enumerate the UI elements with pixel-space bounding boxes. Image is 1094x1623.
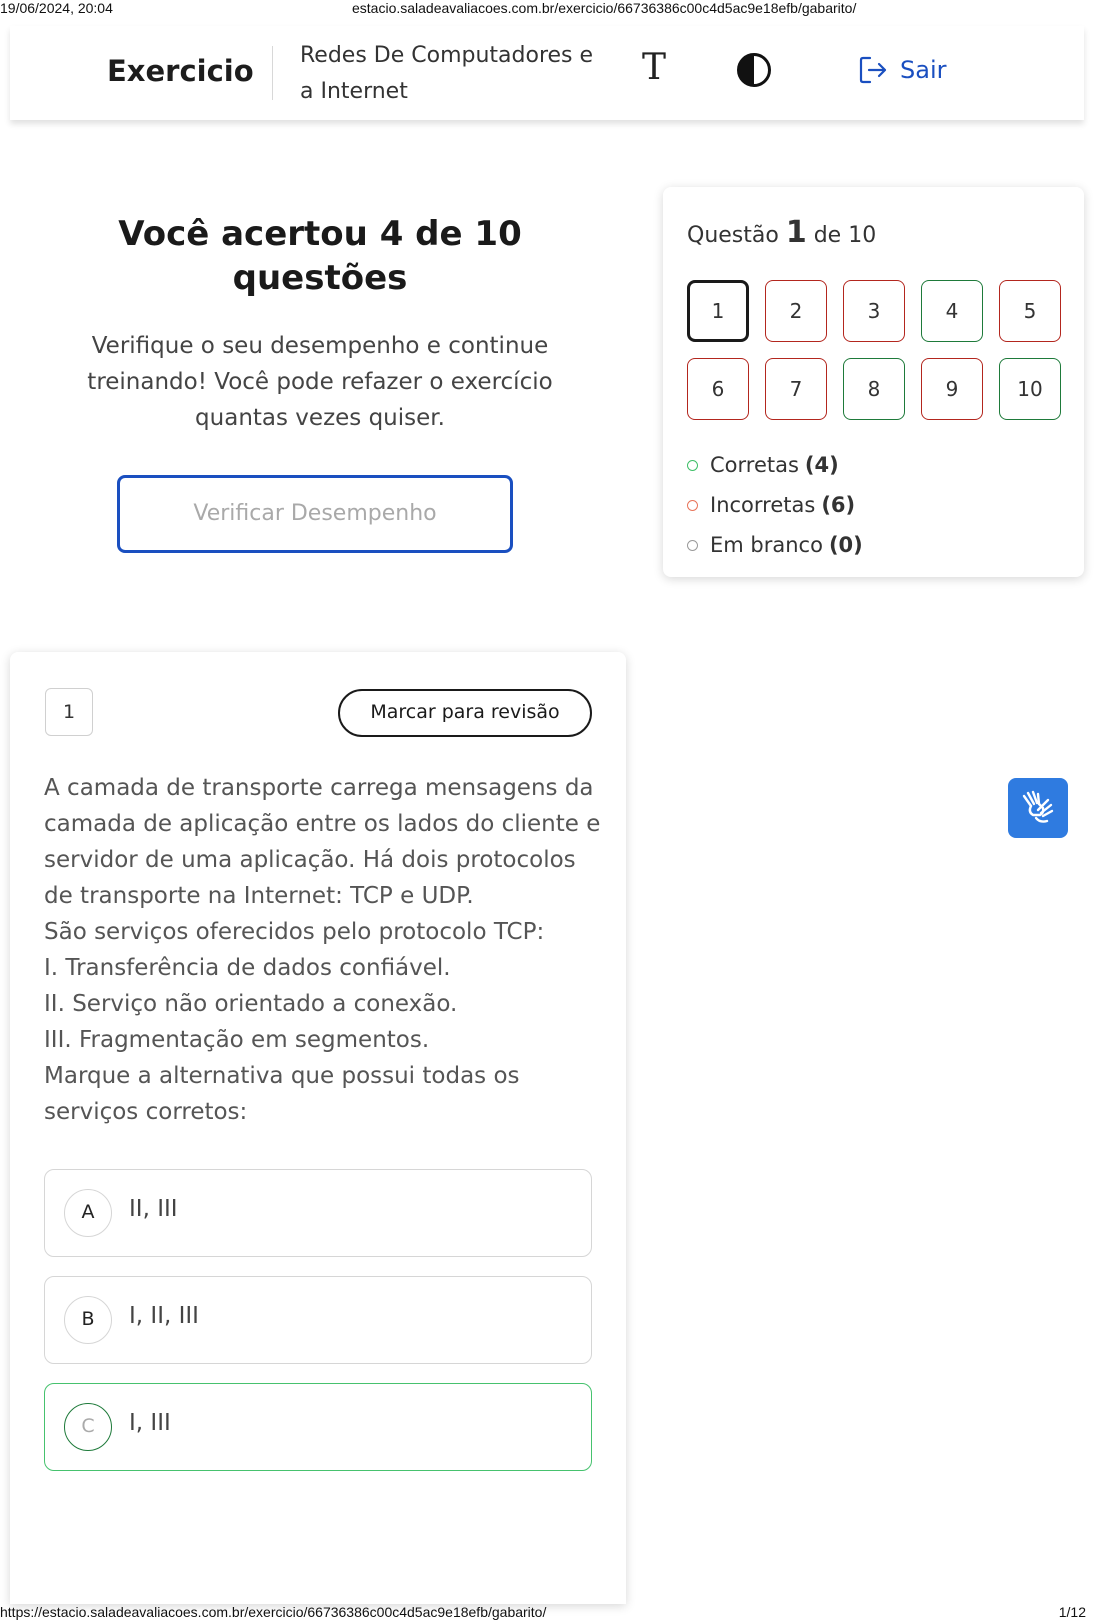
question-number-badge: 1 [45,688,93,736]
result-message [80,328,560,436]
question-button-10[interactable]: 10 [999,358,1061,420]
question-button-6[interactable]: 6 [687,358,749,420]
logout-label: Sair [900,56,947,84]
brand-divider [272,46,273,100]
question-button-8[interactable]: 8 [843,358,905,420]
font-size-icon[interactable]: T [641,47,666,88]
course-title [300,38,620,110]
result-message-line1: Verifique o seu desempenho e continue [91,333,549,359]
logout-icon [858,55,888,85]
statement-item: I. Transferência de dados confiável. [44,955,451,981]
option-text: I, II, III [129,1303,199,1329]
result-message-line3: quantas vezes quiser. [195,405,445,431]
navigator-heading [687,215,876,250]
mark-for-review-button[interactable]: Marcar para revisão [338,689,592,737]
question-button-4[interactable]: 4 [921,280,983,342]
option-letter: B [64,1296,112,1344]
statement-paragraph: A camada de transporte carrega mensagens da camada de aplicação entre os lados do cliente e servidor de uma aplicação. Há dois protocolos de transporte na Internet: TCP e UDP. [44,775,601,909]
sign-language-button[interactable] [1008,778,1068,838]
legend-correct [687,445,863,485]
statement-paragraph: Marque a alternativa que possui todas os serviços corretos: [44,1063,520,1125]
navigator-suffix: de 10 [813,223,877,248]
result-title-line2: questões [232,258,408,298]
question-button-3[interactable]: 3 [843,280,905,342]
print-datetime: 19/06/2024, 20:04 [0,0,113,16]
statement-item: III. Fragmentação em segmentos. [44,1027,430,1053]
question-navigator [663,187,1084,577]
answer-option-a[interactable] [44,1169,592,1257]
result-title [80,212,560,300]
result-title-line1: Você acertou 4 de 10 [118,214,522,254]
question-button-2[interactable]: 2 [765,280,827,342]
print-page-number: 1/12 [1058,1604,1086,1620]
legend-correct-label: Corretas [710,453,799,477]
question-card [10,652,626,1604]
status-legend [687,445,863,565]
brand-title: Exercicio [107,54,254,88]
legend-incorrect-label: Incorretas [710,493,816,517]
print-footer-url: https://estacio.saladeavaliacoes.com.br/exercicio/66736386c00c4d5ac9e18efb/gabarito/ [0,1604,547,1620]
logout-button[interactable] [858,52,946,88]
legend-incorrect-count: (6) [821,493,856,517]
statement-item: II. Serviço não orientado a conexão. [44,991,458,1017]
print-url: estacio.saladeavaliacoes.com.br/exercicio/66736386c00c4d5ac9e18efb/gabarito/ [352,0,857,16]
legend-blank-count: (0) [828,533,863,557]
question-statement [44,770,604,1130]
question-button-5[interactable]: 5 [999,280,1061,342]
legend-incorrect [687,485,863,525]
legend-correct-dot-icon [687,460,698,471]
contrast-icon[interactable] [736,52,772,88]
option-letter: C [64,1403,112,1451]
question-button-9[interactable]: 9 [921,358,983,420]
verify-performance-button[interactable]: Verificar Desempenho [117,475,513,553]
question-button-1[interactable]: 1 [687,280,749,342]
legend-incorrect-dot-icon [687,500,698,511]
answer-option-c[interactable] [44,1383,592,1471]
navigator-prefix: Questão [687,223,779,248]
question-grid [687,280,1063,420]
course-title-line1: Redes De Computadores e [300,43,594,68]
statement-paragraph: São serviços oferecidos pelo protocolo TCP: [44,919,545,945]
print-header [0,0,1094,18]
navigator-current: 1 [785,215,807,250]
option-text: I, III [129,1410,171,1436]
legend-blank [687,525,863,565]
answer-option-b[interactable] [44,1276,592,1364]
print-footer [0,1604,1094,1622]
legend-blank-dot-icon [687,540,698,551]
top-navigation-bar [10,26,1084,120]
result-summary [80,212,560,436]
option-text: II, III [129,1196,178,1222]
course-title-line2: a Internet [300,79,408,104]
result-message-line2: treinando! Você pode refazer o exercício [87,369,553,395]
legend-correct-count: (4) [804,453,839,477]
option-letter: A [64,1189,112,1237]
question-button-7[interactable]: 7 [765,358,827,420]
sign-language-icon [1018,788,1058,828]
legend-blank-label: Em branco [710,533,823,557]
